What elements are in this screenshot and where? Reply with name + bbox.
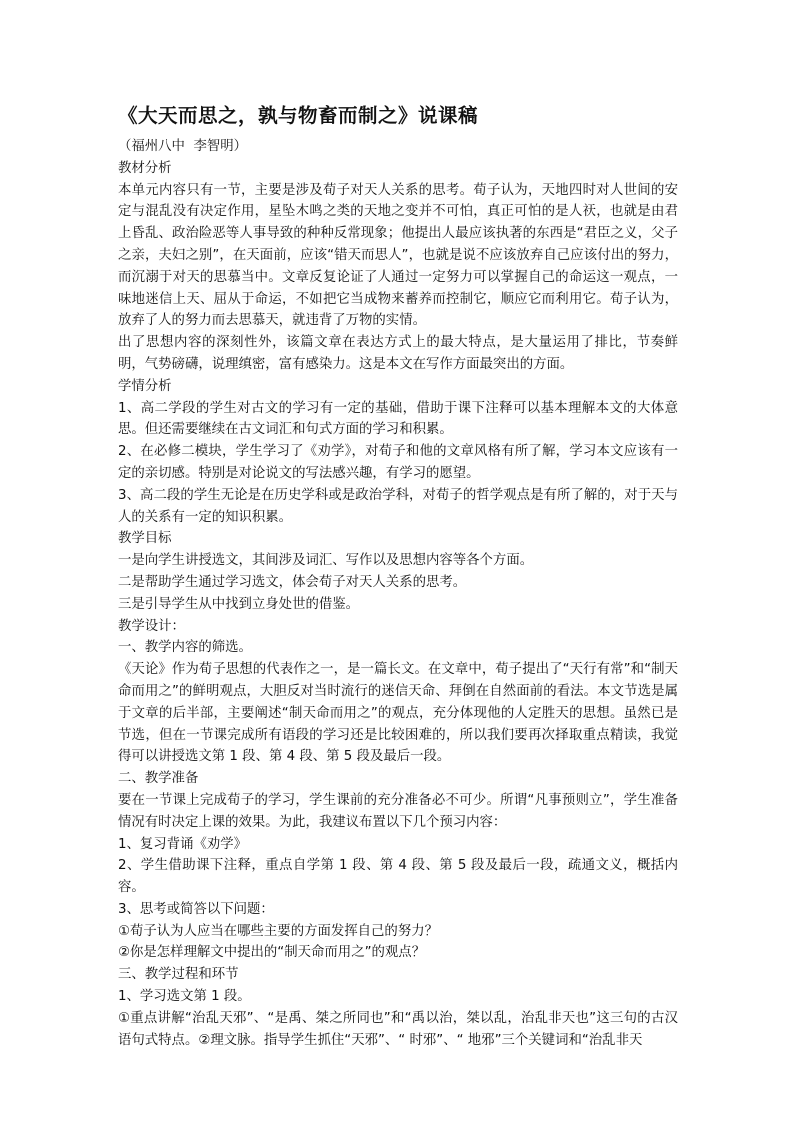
- paragraph: 3、思考或简答以下问题：: [118, 901, 274, 917]
- paragraph: 1、学习选文第 1 段。: [118, 989, 251, 1005]
- paragraph: 2、在必修二模块，学生学习了《劝学》，对荀子和他的文章风格有所了解，学习本文应该有一定的亲切感。特别是对论说文的写法感兴趣，有学习的愿望。: [118, 444, 678, 481]
- section-heading-teaching-design: 教学设计：: [118, 618, 185, 634]
- paragraph: ①荀子认为人应当在哪些主要的方面发挥自己的努力？: [118, 923, 438, 939]
- paragraph: 要在一节课上完成荀子的学习，学生课前的充分准备必不可少。所谓“凡事预则立”，学生准备情况有时决定上课的效果。为此，我建议布置以下几个预习内容：: [118, 792, 678, 830]
- subheading: 二、教学准备: [118, 771, 199, 787]
- section-heading-teaching-goals: 教学目标: [118, 531, 172, 547]
- paragraph: ①重点讲解“治乱天邪”、“是禹、桀之所同也”和“禹以治，桀以乱，治乱非天也”这三句的古汉语句式特点。②理文脉。指导学生抓住“天邪”、“ 时邪”、“ 地邪”三个关键词和“治乱非天: [118, 1010, 678, 1048]
- paragraph: ②你是怎样理解文中提出的“制天命而用之”的观点？: [118, 945, 426, 961]
- paragraph: 三是引导学生从中找到立身处世的借鉴。: [118, 596, 360, 612]
- paragraph: 1、复习背诵《劝学》: [118, 836, 248, 852]
- paragraph: 《天论》作为荀子思想的代表作之一，是一篇长文。在文章中，荀子提出了“天行有常”和“制天命而用之”的鲜明观点，大胆反对当时流行的迷信天命、拜倒在自然面前的看法。本文节选是属于文章的后半部，主要阐述“制天命而用之”的观点，充分体现他的人定胜天的思想。虽然已是节选，但在一节课完成所有语段的学习还是比较困难的，所以我们要再次择取重点精读，我觉得可以讲授选文第 1 段、第 4 段、第 5 段及最后一段。: [118, 662, 678, 765]
- paragraph: 3、高二段的学生无论是在历史学科或是政治学科，对荀子的哲学观点是有所了解的，对于天与人的关系有一定的知识积累。: [118, 487, 678, 525]
- paragraph: 一是向学生讲授选文，其间涉及词汇、写作以及思想内容等各个方面。: [118, 553, 534, 569]
- section-heading-textbook-analysis: 教材分析: [118, 160, 172, 176]
- paragraph: 1、高二学段的学生对古文的学习有一定的基础，借助于课下注释可以基本理解本文的大体意思。但还需要继续在古文词汇和句式方面的学习和积累。: [118, 400, 678, 438]
- paragraph: 2、学生借助课下注释，重点自学第 1 段、第 4 段、第 5 段及最后一段，疏通文义，概括内容。: [118, 858, 678, 896]
- section-heading-student-analysis: 学情分析: [118, 378, 172, 394]
- subheading: 三、教学过程和环节: [118, 967, 239, 983]
- author-line: （福州八中 李智明）: [118, 139, 248, 154]
- paragraph: 本单元内容只有一节，主要是涉及荀子对天人关系的思考。荀子认为，天地四时对人世间的安定与混乱没有决定作用，星坠木鸣之类的天地之变并不可怕，真正可怕的是人祆，也就是由君上昏乱、政治险恶等人事导致的种种反常现象；他提出人最应该执著的东西是“君臣之义，父子之亲，夫妇之别”，在天面前，应该“错天而思人”，也就是说不应该放弃自己应该付出的努力，而沉溺于对天的思慕当中。文章反复论证了人通过一定努力可以掌握自己的命运这一观点，一味地迷信上天、屈从于命运，不如把它当成物来蓄养而控制它，顺应它而利用它。荀子认为，放弃了人的努力而去思慕天，就违背了万物的实情。: [118, 182, 678, 329]
- document-page: [118, 102, 678, 1051]
- subheading: 一、教学内容的筛选。: [118, 640, 252, 656]
- paragraph: 出了思想内容的深刻性外，该篇文章在表达方式上的最大特点，是大量运用了排比，节奏鲜明，气势磅礴，说理缜密，富有感染力。这是本文在写作方面最突出的方面。: [118, 335, 678, 372]
- document-title: 《大天而思之，孰与物畜而制之》说课稿: [118, 104, 479, 127]
- paragraph: 二是帮助学生通过学习选文，体会荀子对天人关系的思考。: [118, 574, 467, 590]
